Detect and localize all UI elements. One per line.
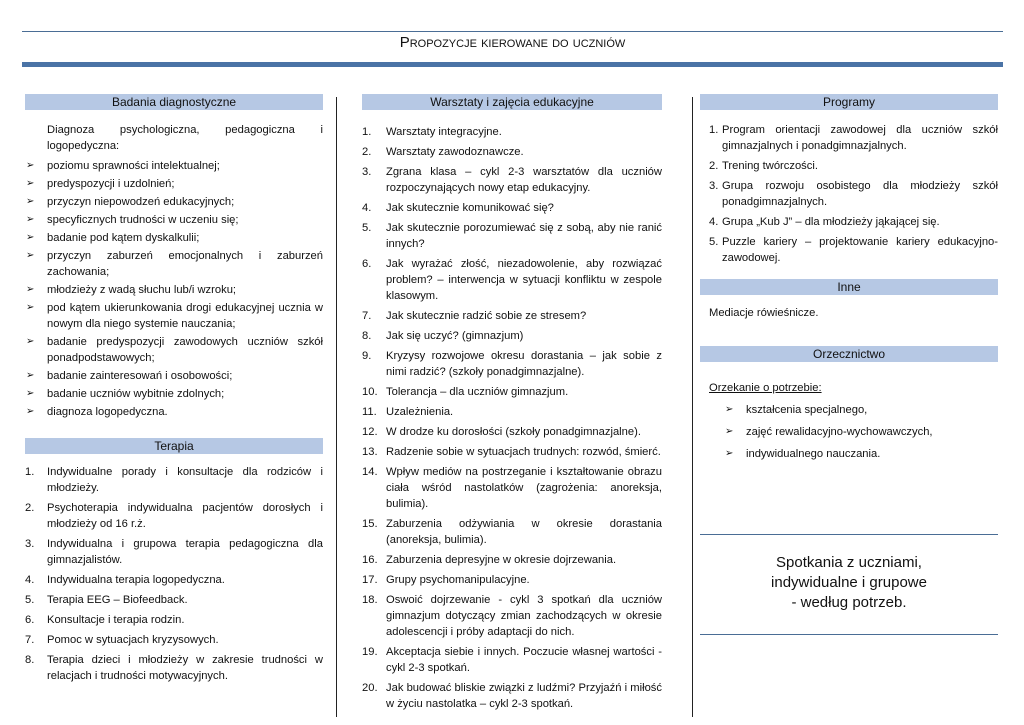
list-item: [25, 632, 323, 648]
list-item-number: 11.: [362, 406, 377, 418]
list-item-text: indywidualnego nauczania.: [746, 448, 881, 460]
arrow-bullet-icon: ➢: [725, 426, 734, 437]
list-item: [25, 176, 323, 192]
list-item-number: 5.: [25, 594, 35, 606]
list-item-number: 3.: [362, 166, 372, 178]
list-item-number: 6.: [25, 614, 35, 626]
section-header-diagnostyka: Badania diagnostyczne: [25, 94, 323, 110]
list-item-text: Zaburzenia depresyjne w okresie dojrzewania.: [386, 554, 617, 566]
arrow-bullet-icon: ➢: [26, 284, 35, 295]
arrow-bullet-icon: ➢: [26, 250, 35, 261]
list-item: [724, 424, 998, 440]
arrow-bullet-icon: ➢: [725, 404, 734, 415]
section-header-terapia: Terapia: [25, 438, 323, 454]
list-item: [25, 612, 323, 628]
column-left: [25, 94, 323, 688]
list-item-text: Jak skutecznie porozumiewać się z sobą, aby nie ranić innych?: [386, 222, 662, 250]
arrow-bullet-icon: ➢: [26, 302, 35, 313]
list-item: [362, 404, 662, 420]
list-item: [724, 446, 998, 462]
list-item-text: Grupa rozwoju osobistego dla młodzieży szkół ponadgimnazjalnych.: [722, 180, 998, 208]
list-item-number: 8.: [362, 330, 372, 342]
list-item-text: Psychoterapia indywidualna pacjentów dorosłych i młodzieży od 16 r.ż.: [47, 502, 323, 530]
section-header-inne: Inne: [700, 279, 998, 295]
list-item-text: Terapia dzieci i młodzieży w zakresie trudności w relacjach i trudności motywacyjnych.: [47, 654, 323, 682]
list-item-text: Jak się uczyć? (gimnazjum): [386, 330, 524, 342]
list-item-text: Grupy psychomanipulacyjne.: [386, 574, 530, 586]
section-header-orzecznictwo: Orzecznictwo: [700, 346, 998, 362]
list-item-number: 7.: [25, 634, 35, 646]
list-item: [362, 516, 662, 548]
list-item-text: Warsztaty zawodoznawcze.: [386, 146, 524, 158]
list-item-text: Indywidualna terapia logopedyczna.: [47, 574, 225, 586]
list-item-text: Indywidualne porady i konsultacje dla rodziców i młodzieży.: [47, 466, 323, 494]
list-item: [362, 384, 662, 400]
arrow-bullet-icon: ➢: [26, 232, 35, 243]
list-item-text: diagnoza logopedyczna.: [47, 406, 168, 418]
column-divider-1: [336, 97, 337, 717]
list-item-text: Program orientacji zawodowej dla uczniów szkół gimnazjalnych i ponadgimnazjalnych.: [722, 124, 998, 152]
list-item-text: Tolerancja – dla uczniów gimnazjum.: [386, 386, 569, 398]
list-item-text: Terapia EEG – Biofeedback.: [47, 594, 188, 606]
list-item-text: specyficznych trudności w uczeniu się;: [47, 214, 239, 226]
list-item: [25, 404, 323, 420]
list-item-text: zajęć rewalidacyjno-wychowawczych,: [746, 426, 933, 438]
list-item-number: 18.: [362, 594, 378, 606]
meetings-line-2: indywidualne i grupowe: [771, 574, 927, 591]
list-item: [25, 230, 323, 246]
list-item-text: Konsultacje i terapia rodzin.: [47, 614, 185, 626]
list-item: [362, 464, 662, 512]
list-item: [724, 402, 998, 418]
column-middle: [362, 94, 662, 716]
list-item: [362, 328, 662, 344]
column-right: [700, 94, 998, 468]
arrow-bullet-icon: ➢: [26, 160, 35, 171]
list-item: [362, 348, 662, 380]
list-item: [362, 644, 662, 676]
arrow-bullet-icon: ➢: [725, 448, 734, 459]
warsztaty-list: [362, 124, 662, 712]
inne-text: Mediacje rówieśnicze.: [709, 307, 819, 319]
meetings-box: [700, 553, 998, 613]
list-item-number: 4.: [709, 216, 719, 228]
list-item: [362, 308, 662, 324]
list-item-text: W drodze ku dorosłości (szkoły ponadgimnazjalne).: [386, 426, 641, 438]
list-item-number: 10.: [362, 386, 378, 398]
list-item-text: badanie predyspozycji zawodowych uczniów szkół ponadpodstawowych;: [47, 336, 323, 364]
list-item-number: 17.: [362, 574, 378, 586]
list-item: [362, 124, 662, 140]
arrow-bullet-icon: ➢: [26, 388, 35, 399]
list-item-text: Warsztaty integracyjne.: [386, 126, 502, 138]
list-item: [700, 234, 998, 266]
list-item-number: 4.: [362, 202, 372, 214]
list-item: [25, 212, 323, 228]
section-header-warsztaty: Warsztaty i zajęcia edukacyjne: [362, 94, 662, 110]
list-item: [25, 386, 323, 402]
list-item: [25, 334, 323, 366]
list-item-text: Jak budować bliskie związki z ludźmi? Przyjaźń i miłość w życiu nastolatka – cykl 2-3 spotkań.: [386, 682, 662, 710]
list-item: [700, 178, 998, 210]
list-item-number: 1.: [25, 466, 35, 478]
arrow-bullet-icon: ➢: [26, 196, 35, 207]
list-item-text: kształcenia specjalnego,: [746, 404, 868, 416]
list-item-text: Indywidualna i grupowa terapia pedagogiczna dla gimnazjalistów.: [47, 538, 323, 566]
programy-list: [700, 122, 998, 266]
list-item-text: młodzieży z wadą słuchu lub/i wzroku;: [47, 284, 237, 296]
list-item-text: Akceptacja siebie i innych. Poczucie własnej wartości - cykl 2-3 spotkań.: [386, 646, 662, 674]
list-item: [700, 214, 998, 230]
list-item-text: Jak skutecznie komunikować się?: [386, 202, 554, 214]
diag-list: [25, 158, 323, 420]
arrow-bullet-icon: ➢: [26, 214, 35, 225]
list-item-text: badanie uczniów wybitnie zdolnych;: [47, 388, 225, 400]
list-item: [362, 680, 662, 712]
list-item: [362, 164, 662, 196]
meetings-rule-top: [700, 534, 998, 535]
arrow-bullet-icon: ➢: [26, 406, 35, 417]
list-item-number: 1.: [362, 126, 372, 138]
list-item-number: 6.: [362, 258, 372, 270]
list-item: [25, 536, 323, 568]
list-item: [25, 248, 323, 280]
list-item: [362, 424, 662, 440]
list-item: [25, 368, 323, 384]
list-item-text: Wpływ mediów na postrzeganie i kształtowanie obrazu ciała wśród nastolatków (zagrożenia: anoreksja, bulimia).: [386, 466, 662, 510]
section-header-programy: Programy: [700, 94, 998, 110]
list-item: [362, 572, 662, 588]
list-item: [25, 194, 323, 210]
list-item-text: badanie pod kątem dyskalkulii;: [47, 232, 200, 244]
list-item-text: Uzależnienia.: [386, 406, 454, 418]
arrow-bullet-icon: ➢: [26, 178, 35, 189]
list-item-number: 12.: [362, 426, 378, 438]
list-item-text: poziomu sprawności intelektualnej;: [47, 160, 220, 172]
arrow-bullet-icon: ➢: [26, 336, 35, 347]
orzekanie-label: Orzekanie o potrzebie:: [709, 382, 822, 394]
list-item-number: 16.: [362, 554, 378, 566]
list-item-number: 2.: [709, 160, 719, 172]
list-item-number: 14.: [362, 466, 378, 478]
page-title: Propozycje kierowane do uczniów: [399, 34, 626, 51]
meetings-rule-bottom: [700, 634, 998, 635]
meetings-line-3: - według potrzeb.: [791, 594, 907, 611]
list-item-number: 5.: [709, 236, 719, 248]
list-item: [25, 652, 323, 684]
list-item-text: badanie zainteresowań i osobowości;: [47, 370, 233, 382]
diag-intro: Diagnoza psychologiczna, pedagogiczna i logopedyczna:: [47, 124, 323, 152]
list-item: [25, 572, 323, 588]
list-item-number: 7.: [362, 310, 372, 322]
list-item: [362, 200, 662, 216]
list-item: [362, 220, 662, 252]
meetings-line-1: Spotkania z uczniami,: [776, 554, 922, 571]
list-item: [25, 500, 323, 532]
list-item: [25, 158, 323, 174]
list-item-number: 8.: [25, 654, 35, 666]
column-divider-2: [692, 97, 693, 717]
list-item-number: 3.: [25, 538, 35, 550]
list-item: [700, 122, 998, 154]
list-item-text: Grupa „Kub J” – dla młodzieży jąkającej się.: [722, 216, 940, 228]
list-item-text: Jak wyrażać złość, niezadowolenie, aby rozwiązać problem? – interwencja w sytuacji konfliktu w zespole klasowym.: [386, 258, 662, 302]
list-item-text: pod kątem ukierunkowania drogi edukacyjnej ucznia w nowym dla niego systemie nauczania;: [47, 302, 323, 330]
list-item-text: Oswoić dojrzewanie - cykl 3 spotkań dla uczniów gimnazjum dotyczący zmian zachodzących w okresie adolescencji i próby adaptacji do nich.: [386, 594, 662, 638]
orzekanie-list: [700, 402, 998, 462]
list-item: [700, 158, 998, 174]
list-item-text: Jak skutecznie radzić sobie ze stresem?: [386, 310, 587, 322]
list-item-text: predyspozycji i uzdolnień;: [47, 178, 175, 190]
list-item: [25, 464, 323, 496]
list-item: [25, 282, 323, 298]
list-item-text: przyczyn niepowodzeń edukacyjnych;: [47, 196, 235, 208]
list-item: [25, 300, 323, 332]
list-item-number: 1.: [709, 124, 719, 136]
list-item-text: Trening twórczości.: [722, 160, 818, 172]
list-item-text: Pomoc w sytuacjach kryzysowych.: [47, 634, 219, 646]
list-item-number: 20.: [362, 682, 378, 694]
list-item-number: 15.: [362, 518, 378, 530]
list-item-text: Zaburzenia odżywiania w okresie dorastania (anoreksja, bulimia).: [386, 518, 662, 546]
terapia-list: [25, 464, 323, 684]
top-rule: [22, 31, 1003, 32]
list-item-number: 4.: [25, 574, 35, 586]
list-item: [362, 592, 662, 640]
list-item: [362, 256, 662, 304]
list-item: [362, 444, 662, 460]
list-item-number: 2.: [362, 146, 372, 158]
list-item-number: 2.: [25, 502, 35, 514]
list-item-text: Radzenie sobie w sytuacjach trudnych: rozwód, śmierć.: [386, 446, 661, 458]
list-item-number: 13.: [362, 446, 378, 458]
list-item: [25, 592, 323, 608]
arrow-bullet-icon: ➢: [26, 370, 35, 381]
list-item-number: 9.: [362, 350, 372, 362]
list-item-text: Zgrana klasa – cykl 2-3 warsztatów dla uczniów rozpoczynających nowy etap edukacyjny.: [386, 166, 662, 194]
list-item-text: przyczyn zaburzeń emocjonalnych i zaburzeń zachowania;: [47, 250, 323, 278]
title-bar: [22, 62, 1003, 67]
list-item-number: 3.: [709, 180, 719, 192]
list-item-number: 5.: [362, 222, 372, 234]
list-item-text: Kryzysy rozwojowe okresu dorastania – jak sobie z nimi radzić? (szkoły ponadgimnazjalne).: [386, 350, 662, 378]
list-item: [362, 552, 662, 568]
list-item: [362, 144, 662, 160]
list-item-text: Puzzle kariery – projektowanie kariery edukacyjno-zawodowej.: [722, 236, 998, 264]
list-item-number: 19.: [362, 646, 378, 658]
